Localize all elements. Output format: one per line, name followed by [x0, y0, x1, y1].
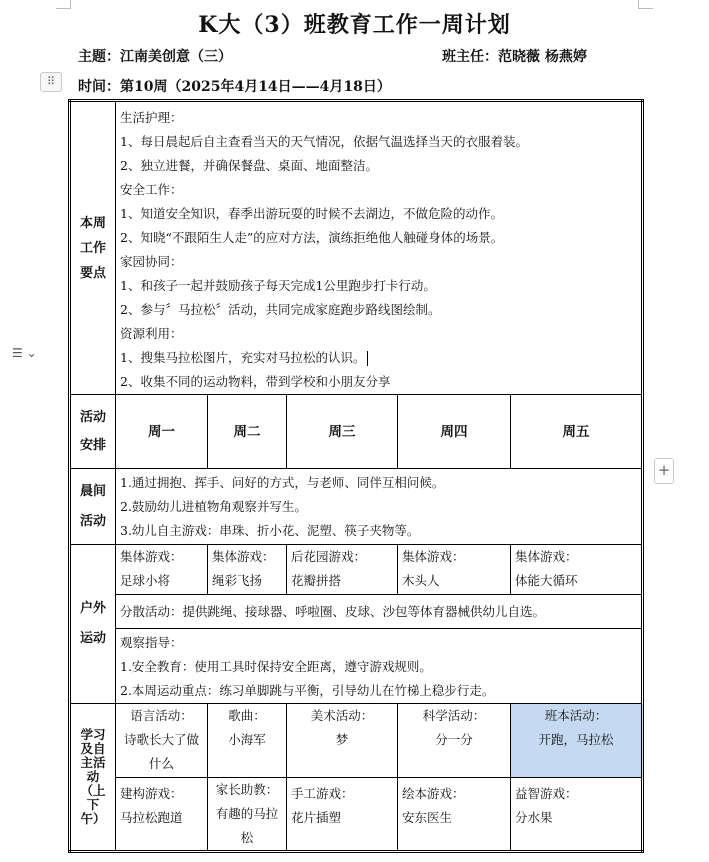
learning2-cell-tue[interactable]: 家长助教： 有趣的马拉松	[208, 778, 287, 852]
table-move-handle-icon[interactable]: ⠿	[40, 72, 62, 92]
outdoor-label: 户外 运动	[70, 545, 116, 704]
learning2-cell-thu[interactable]: 绘本游戏： 安东医生	[398, 778, 511, 852]
learning-cell-tue[interactable]: 歌曲： 小海军	[208, 704, 287, 778]
time-line: 时间：第10周（2025年4月14日——4月18日）	[78, 79, 391, 95]
learning2-cell-fri[interactable]: 益智游戏： 分水果	[511, 778, 643, 852]
outdoor-scatter-row	[70, 595, 643, 629]
text-line: 安全工作：	[120, 182, 183, 197]
learning2-cell-wed[interactable]: 手工游戏： 花片插塑	[287, 778, 398, 852]
outdoor-group-row	[70, 545, 643, 595]
morning-content[interactable]	[116, 469, 643, 545]
learning-row-2	[70, 778, 643, 852]
day-header-fri: 周五	[511, 395, 643, 469]
text-line: 2、知晓“不跟陌生人走”的应对方法，演练拒绝他人触碰身体的场景。	[120, 230, 504, 245]
text-line: 2、独立进餐，并确保餐盘、桌面、地面整洁。	[120, 158, 378, 173]
text-line: 3.幼儿自主游戏：串珠、折小花、泥塑、筷子夹物等。	[120, 523, 420, 538]
key-points-row	[70, 101, 643, 395]
document-title: K大（3）班教育工作一周计划	[198, 12, 511, 38]
outdoor-cell-thu[interactable]: 集体游戏： 木头人	[398, 545, 511, 595]
morning-row	[70, 469, 643, 545]
text-line: 1、搜集马拉松图片，充实对马拉松的认识。	[120, 346, 637, 370]
text-line: 1.通过拥抱、挥手、问好的方式，与老师、同伴互相问候。	[120, 475, 445, 490]
outdoor-cell-tue[interactable]: 集体游戏： 绳彩飞扬	[208, 545, 287, 595]
learning-cell-fri-selected[interactable]: 班本活动： 开跑，马拉松	[511, 704, 643, 778]
text-line: 1、知道安全知识，春季出游玩耍的时候不去湖边，不做危险的动作。	[120, 206, 503, 221]
learning-cell-mon[interactable]: 语言活动： 诗歌长大了做什么	[116, 704, 208, 778]
learning-label: 学习 及自 主活 动 （上 下 午）	[70, 704, 116, 852]
morning-label: 晨间 活动	[70, 469, 116, 545]
text-cursor	[367, 351, 368, 366]
text-line: 2、参与〞马拉松〞活动，共同完成家庭跑步路线图绘制。	[120, 302, 441, 317]
outdoor-scatter-content[interactable]: 分散活动：提供跳绳、接球器、呼啦圈、皮球、沙包等体育器械供幼儿自选。	[116, 595, 643, 629]
schedule-row	[70, 395, 643, 469]
learning-row-1	[70, 704, 643, 778]
text-line: 1、和孩子一起并鼓励孩子每天完成1公里跑步打卡行动。	[120, 278, 436, 293]
learning-cell-thu[interactable]: 科学活动： 分一分	[398, 704, 511, 778]
learning-cell-wed[interactable]: 美术活动： 梦	[287, 704, 398, 778]
learning2-cell-mon[interactable]: 建构游戏： 马拉松跑道	[116, 778, 208, 852]
outdoor-observe-content[interactable]	[116, 629, 643, 704]
day-header-mon: 周一	[116, 395, 208, 469]
text-line: 2.本周运动重点：练习单脚跳与平衡，引导幼儿在竹梯上稳步行走。	[120, 683, 495, 698]
text-line: 生活护理：	[120, 110, 183, 125]
text-line: 家园协同：	[120, 254, 183, 269]
key-points-content[interactable]	[116, 101, 643, 395]
text-line: 观察指导：	[120, 635, 183, 650]
text-line: 1.安全教育：使用工具时保持安全距离，遵守游戏规则。	[120, 659, 432, 674]
side-menu-icon[interactable]: ☰ ⌄	[12, 346, 37, 360]
add-column-button[interactable]: +	[654, 458, 674, 484]
outdoor-cell-fri[interactable]: 集体游戏： 体能大循环	[511, 545, 643, 595]
teacher-line: 班主任：范晓薇 杨燕婷	[442, 49, 587, 65]
text-line: 1、每日晨起后自主查看当天的天气情况，依据气温选择当天的衣服着装。	[120, 134, 528, 149]
day-header-wed: 周三	[287, 395, 398, 469]
outdoor-observe-row	[70, 629, 643, 704]
text-line: 资源利用：	[120, 326, 183, 341]
text-line: 2.鼓励幼儿进植物角观察并写生。	[120, 499, 307, 514]
outdoor-cell-mon[interactable]: 集体游戏： 足球小将	[116, 545, 208, 595]
theme-line: 主题：江南美创意（三）	[78, 49, 232, 65]
schedule-label: 活动 安排	[70, 395, 116, 469]
key-points-label: 本周 工作 要点	[70, 101, 116, 395]
day-header-tue: 周二	[208, 395, 287, 469]
weekly-plan-table	[68, 99, 644, 853]
text-line: 2、收集不同的运动物料，带到学校和小朋友分享	[120, 374, 391, 389]
day-header-thu: 周四	[398, 395, 511, 469]
outdoor-cell-wed[interactable]: 后花园游戏： 花瓣拼搭	[287, 545, 398, 595]
